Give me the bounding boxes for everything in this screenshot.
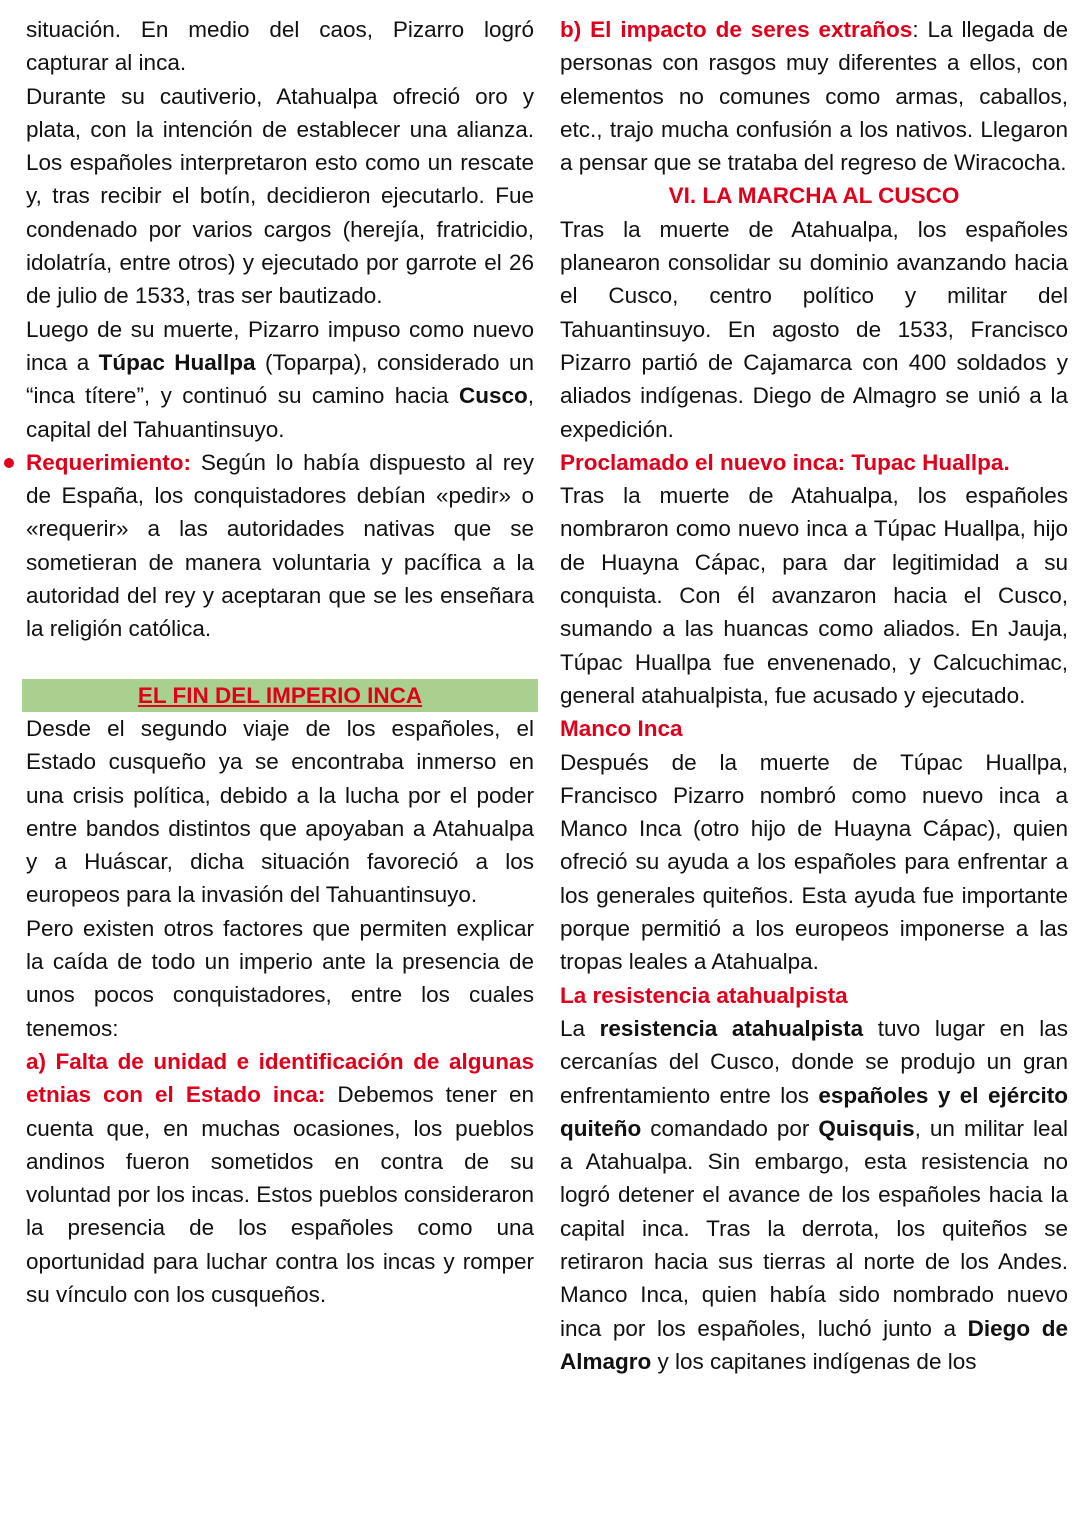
text-run: La xyxy=(560,1015,600,1041)
paragraph-captivity: Durante su cautiverio, Atahualpa ofreció oro y plata, con la intención de establecer una alianza. Los españoles interpretaron esto como un rescate y, tras recibir el botín, decidieron ejecutarlo. Fue condenado por varios cargos (herejía, fratricidio, idolatría, entre otros) y ejecutado por garrote el 26 de julio de 1533, tras ser bautizado. xyxy=(26,83,534,309)
label-factor-a: a) Falta de unidad e identificación de algunas etnias con el Estado inca: xyxy=(26,1048,534,1108)
paragraph-marcha: Tras la muerte de Atahualpa, los españoles planearon consolidar su dominio avanzando hacia el Cusco, centro político y militar del Tahuantinsuyo. En agosto de 1533, Francisco Pizarro partió de Cajamarca con 400 soldados y aliados indígenas. Diego de Almagro se unió a la expedición. xyxy=(560,216,1068,442)
bold-term-cusco: Cusco xyxy=(458,383,528,409)
paragraph-factors: Pero existen otros factores que permiten explicar la caída de todo un imperio ante la presencia de unos pocos conquistadores, entre los cuales tenemos: xyxy=(26,915,534,1041)
text-run: y los capitanes indígenas de los xyxy=(651,1348,977,1374)
label-requerimiento: Requerimiento: xyxy=(26,449,192,475)
paragraph-requerimiento xyxy=(26,446,534,646)
paragraph-capture: situación. En medio del caos, Pizarro logró capturar al inca. xyxy=(26,17,534,76)
bold-term-tupac-huallpa: Túpac Huallpa xyxy=(98,349,256,375)
text-run: (Toparpa), considerado un “inca títere”, y continuó su camino hacia xyxy=(26,349,534,409)
heading-nuevo-inca: Proclamado el nuevo inca: Tupac Huallpa. xyxy=(560,449,1010,475)
heading-resistencia: La resistencia atahualpista xyxy=(560,982,848,1008)
text-run: comandado por xyxy=(641,1115,819,1141)
text-run: tuvo lugar en las cercanías del Cusco, donde se produjo un gran enfrentamiento entre los xyxy=(560,1015,1068,1108)
bold-term-quisquis: Quisquis xyxy=(818,1115,915,1141)
text-run: Debemos tener en cuenta que, en muchas ocasiones, los pueblos andinos fueron sometidos en contra de su voluntad por los incas. Estos pueblos consideraron la presencia de los españoles como una oportunidad para luchar contra los incas y romper su vínculo con los cusqueños. xyxy=(26,1082,534,1307)
heading-manco-inca: Manco Inca xyxy=(560,716,683,742)
section-title: EL FIN DEL IMPERIO INCA xyxy=(137,682,423,708)
paragraph-nuevo-inca: Tras la muerte de Atahualpa, los españoles nombraron como nuevo inca a Túpac Huallpa, hijo de Huayna Cápac, para dar legitimidad a su conquista. Con él avanzaron hacia el Cusco, sumando a las huancas como aliados. En Jauja, Túpac Huallpa fue envenenado, y Calcuchimac, general atahualpista, fue acusado y ejecutado. xyxy=(560,483,1068,708)
section-title-band xyxy=(22,679,538,712)
text-run: , un militar leal a Atahualpa. Sin embargo, esta resistencia no logró detener el avance de los españoles hacia la capital inca. Tras la derrota, los quiteños se retiraron hacia sus tierras al norte de los Andes. Manco Inca, quien había sido nombrado nuevo inca por los españoles, luchó junto a xyxy=(560,1115,1068,1341)
paragraph-factor-b xyxy=(560,13,1068,179)
paragraph-crisis: Desde el segundo viaje de los españoles, el Estado cusqueño ya se encontraba inmerso en una crisis política, debido a la lucha por el poder entre bandos distintos que apoyaban a Atahualpa y a Huáscar, dicha situación favoreció a los europeos para la invasión del Tahuantinsuyo. xyxy=(26,715,534,908)
bold-term-espanoles-ejercito: españoles y el ejército quiteño xyxy=(560,1082,1068,1141)
bold-term-diego-almagro: Diego de Almagro xyxy=(560,1315,1068,1374)
text-run: Según lo había dispuesto al rey de España, los conquistadores debían «pedir» o «requerir» a las autoridades nativas que se sometieran de manera voluntaria y pacífica a la autoridad del rey y aceptaran que se les enseñara la religión católica. xyxy=(26,449,534,642)
bold-term-resistencia: resistencia atahualpista xyxy=(599,1015,864,1041)
left-column xyxy=(26,13,534,1311)
paragraph-resistencia xyxy=(560,1012,1068,1378)
right-column xyxy=(560,13,1068,1378)
paragraph-tupac-huallpa xyxy=(26,313,534,446)
bullet-dot-icon xyxy=(4,458,14,468)
paragraph-factor-a xyxy=(26,1045,534,1311)
text-run: Luego de su muerte, Pizarro impuso como nuevo inca a xyxy=(26,316,534,375)
paragraph-manco-inca: Después de la muerte de Túpac Huallpa, Francisco Pizarro nombró como nuevo inca a Manco Inca (otro hijo de Huayna Cápac), quien ofreció su ayuda a los españoles para enfrentar a los generales quiteños. Esta ayuda fue importante porque permitió a los europeos imponerse a las tropas leales a Atahualpa. xyxy=(560,749,1068,975)
label-factor-b: b) El impacto de seres extraños xyxy=(560,17,913,42)
text-run: , capital del Tahuantinsuyo. xyxy=(26,383,534,442)
text-run: : La llegada de personas con rasgos muy diferentes a ellos, con elementos no comunes como armas, caballos, etc., trajo mucha confusión a los nativos. Llegaron a pensar que se trataba del regreso de Wiracocha. xyxy=(560,17,1068,176)
heading-marcha-cusco: VI. LA MARCHA AL CUSCO xyxy=(668,183,960,209)
